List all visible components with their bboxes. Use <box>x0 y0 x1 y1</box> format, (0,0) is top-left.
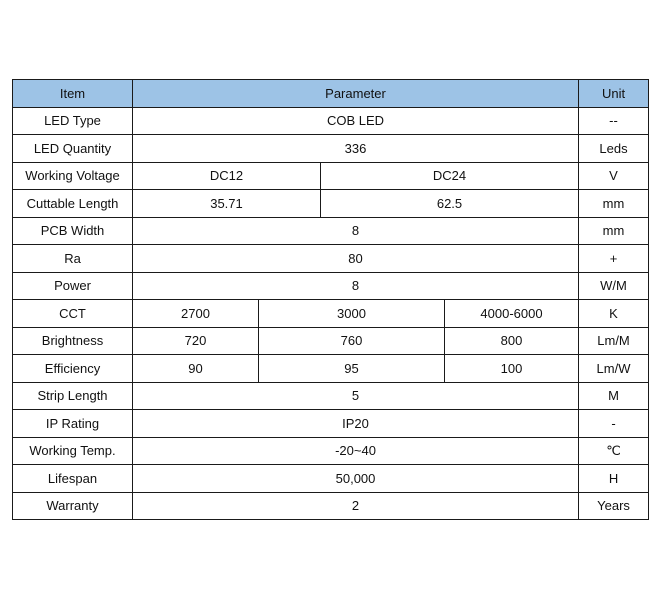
unit-cell: Lm/W <box>579 355 649 383</box>
item-cell: Working Voltage <box>13 162 133 190</box>
item-cell: LED Type <box>13 107 133 135</box>
item-cell: Cuttable Length <box>13 190 133 218</box>
value-cell: 336 <box>133 135 579 163</box>
unit-cell: - <box>579 410 649 438</box>
table-row <box>13 382 649 410</box>
table-row <box>13 327 649 355</box>
value-cell: 80 <box>133 245 579 273</box>
item-cell: Lifespan <box>13 465 133 493</box>
value-cell: IP20 <box>133 410 579 438</box>
unit-cell: H <box>579 465 649 493</box>
item-cell: Brightness <box>13 327 133 355</box>
value-cell: 2 <box>133 492 579 520</box>
table-row <box>13 217 649 245</box>
unit-cell: mm <box>579 217 649 245</box>
table-row <box>13 245 649 273</box>
value-cell: DC24 <box>321 162 579 190</box>
value-cell: DC12 <box>133 162 321 190</box>
value-cell: 760 <box>259 327 445 355</box>
table-row <box>13 135 649 163</box>
unit-cell: K <box>579 300 649 328</box>
value-cell: 8 <box>133 217 579 245</box>
table-row <box>13 190 649 218</box>
unit-cell: -- <box>579 107 649 135</box>
header-unit: Unit <box>579 80 649 108</box>
item-cell: Power <box>13 272 133 300</box>
value-cell: 95 <box>259 355 445 383</box>
table-row <box>13 162 649 190</box>
value-cell: 100 <box>445 355 579 383</box>
item-cell: LED Quantity <box>13 135 133 163</box>
unit-cell: W/M <box>579 272 649 300</box>
value-cell: 62.5 <box>321 190 579 218</box>
item-cell: CCT <box>13 300 133 328</box>
item-cell: IP Rating <box>13 410 133 438</box>
item-cell: Strip Length <box>13 382 133 410</box>
item-cell: PCB Width <box>13 217 133 245</box>
value-cell: 3000 <box>259 300 445 328</box>
spec-table <box>12 79 649 520</box>
value-cell: 5 <box>133 382 579 410</box>
table-row <box>13 410 649 438</box>
value-cell: COB LED <box>133 107 579 135</box>
value-cell: 2700 <box>133 300 259 328</box>
table-row <box>13 492 649 520</box>
value-cell: 800 <box>445 327 579 355</box>
value-cell: 35.71 <box>133 190 321 218</box>
table-row <box>13 437 649 465</box>
unit-cell: M <box>579 382 649 410</box>
value-cell: -20~40 <box>133 437 579 465</box>
header-item: Item <box>13 80 133 108</box>
unit-cell: mm <box>579 190 649 218</box>
value-cell: 50,000 <box>133 465 579 493</box>
item-cell: Ra <box>13 245 133 273</box>
unit-cell: Lm/M <box>579 327 649 355</box>
table-row <box>13 355 649 383</box>
value-cell: 4000-6000 <box>445 300 579 328</box>
unit-cell: Years <box>579 492 649 520</box>
unit-cell: Leds <box>579 135 649 163</box>
unit-cell: V <box>579 162 649 190</box>
unit-cell: ℃ <box>579 437 649 465</box>
table-row <box>13 300 649 328</box>
item-cell: Working Temp. <box>13 437 133 465</box>
table-row <box>13 465 649 493</box>
value-cell: 720 <box>133 327 259 355</box>
table-header-row <box>13 80 649 108</box>
value-cell: 8 <box>133 272 579 300</box>
header-parameter: Parameter <box>133 80 579 108</box>
item-cell: Warranty <box>13 492 133 520</box>
item-cell: Efficiency <box>13 355 133 383</box>
table-row <box>13 272 649 300</box>
value-cell: 90 <box>133 355 259 383</box>
unit-cell: + <box>579 245 649 273</box>
table-row <box>13 107 649 135</box>
